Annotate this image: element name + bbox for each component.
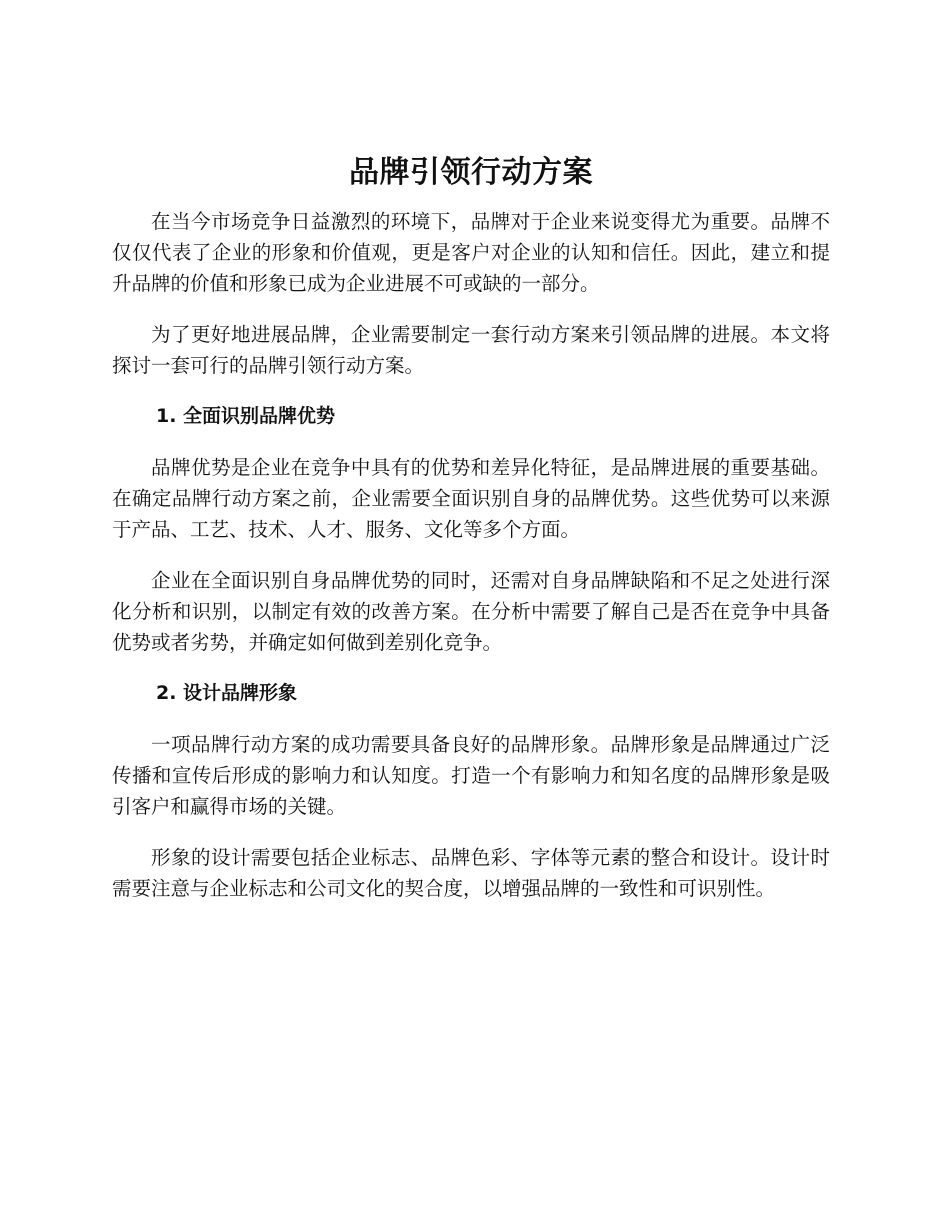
section-2-paragraph-2: 形象的设计需要包括企业标志、品牌色彩、字体等元素的整合和设计。设计时需要注意与企业标志和公司文化的契合度，以增强品牌的一致性和可识别性。 (112, 846, 830, 900)
document-body (112, 150, 830, 924)
intro-paragraph-2: 为了更好地进展品牌，企业需要制定一套行动方案来引领品牌的进展。本文将探讨一套可行的品牌引领行动方案。 (112, 323, 830, 377)
section-2-heading: 2. 设计品牌形象 (156, 682, 298, 704)
intro-paragraph-1: 在当今市场竞争日益激烈的环境下，品牌对于企业来说变得尤为重要。品牌不仅仅代表了企业的形象和价值观，更是客户对企业的认知和信任。因此，建立和提升品牌的价值和形象已成为企业进展不可或缺的一部分。 (112, 210, 830, 295)
section-1-paragraph-1: 品牌优势是企业在竞争中具有的优势和差异化特征，是品牌进展的重要基础。在确定品牌行动方案之前，企业需要全面识别自身的品牌优势。这些优势可以来源于产品、工艺、技术、人才、服务、文化等多个方面。 (112, 456, 830, 541)
section-1-paragraph-2: 企业在全面识别自身品牌优势的同时，还需对自身品牌缺陷和不足之处进行深化分析和识别，以制定有效的改善方案。在分析中需要了解自己是否在竞争中具备优势或者劣势，并确定如何做到差别化竞争。 (112, 569, 830, 654)
section-1-heading: 1. 全面识别品牌优势 (156, 405, 336, 427)
section-2-paragraph-1: 一项品牌行动方案的成功需要具备良好的品牌形象。品牌形象是品牌通过广泛传播和宣传后形成的影响力和认知度。打造一个有影响力和知名度的品牌形象是吸引客户和赢得市场的关键。 (112, 733, 830, 818)
document-title: 品牌引领行动方案 (349, 155, 593, 190)
